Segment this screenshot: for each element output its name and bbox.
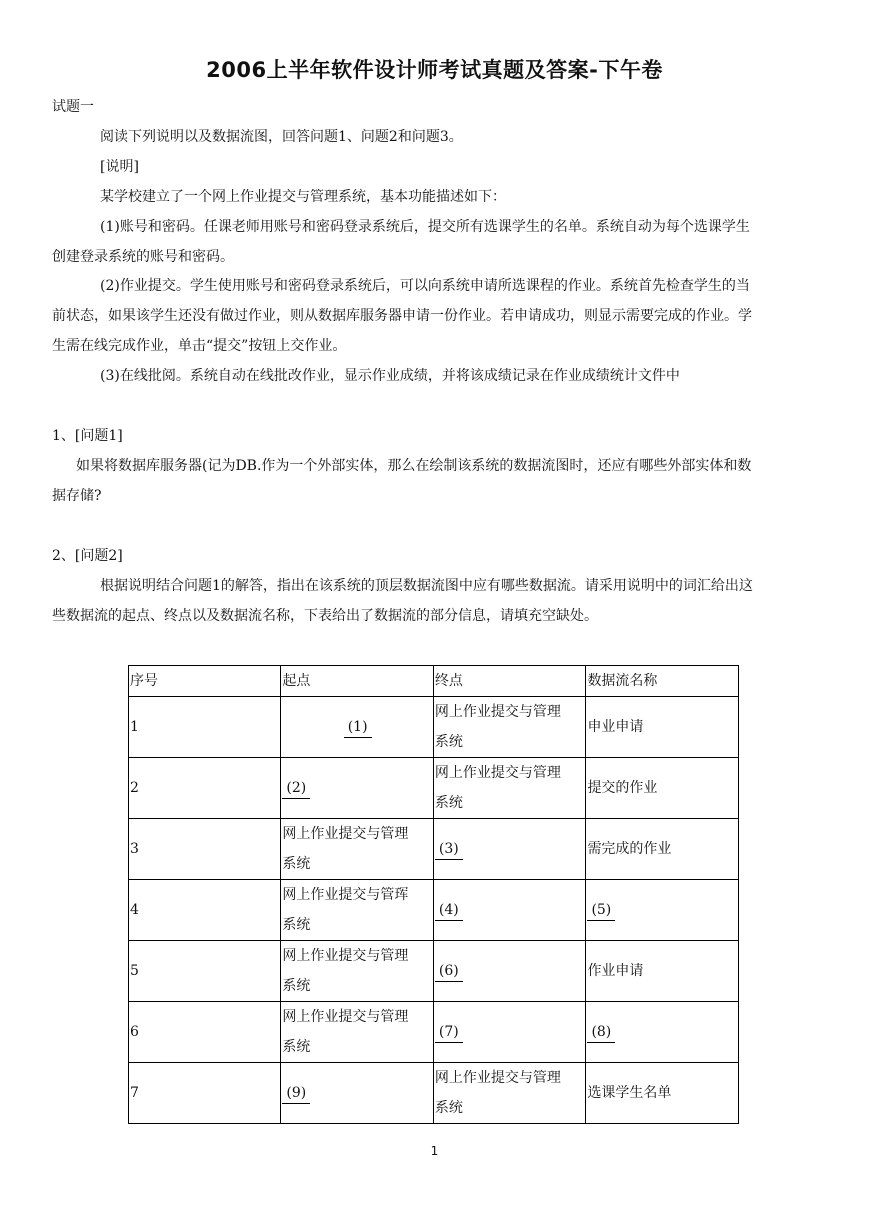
- cell-start-line2: 系统: [282, 1039, 311, 1055]
- blank-6: (6): [435, 961, 463, 982]
- page-number: 1: [430, 1144, 439, 1158]
- question1-line2: 据存储?: [52, 488, 102, 504]
- blank-3: (3): [435, 839, 463, 860]
- cell-no: 2: [129, 758, 281, 819]
- table-row: [129, 941, 739, 1002]
- cell-start-line1: 网上作业提交与管珲: [282, 887, 409, 903]
- cell-end-line2: 系统: [434, 734, 463, 750]
- cell-end-line2: 系统: [434, 795, 463, 811]
- table-row: [129, 819, 739, 880]
- cell-no: 4: [129, 880, 281, 941]
- cell-flow-name: [586, 1002, 739, 1063]
- question2-label: 2、[问题2]: [52, 548, 123, 564]
- blank-4: (4): [435, 900, 463, 921]
- intro-text: 阅读下列说明以及数据流图，回答问题1、问题2和问题3。: [100, 129, 463, 145]
- cell-start-line2: 系统: [282, 856, 311, 872]
- cell-flow-name: 提交的作业: [586, 758, 739, 819]
- table-header-row: [129, 666, 739, 697]
- shuoming-label: [说明]: [100, 159, 139, 175]
- cell-end: [433, 819, 586, 880]
- table-row: [129, 1063, 739, 1124]
- item2-line3: 生需在线完成作业，单击“提交”按钮上交作业。: [52, 338, 347, 354]
- blank-8: (8): [587, 1022, 615, 1043]
- cell-flow-name: [586, 880, 739, 941]
- cell-no: 6: [129, 1002, 281, 1063]
- cell-start: [281, 1063, 434, 1124]
- cell-end: [433, 758, 586, 819]
- header-start: 起点: [281, 666, 434, 697]
- cell-flow-name: 作业申请: [586, 941, 739, 1002]
- blank-5: (5): [587, 900, 615, 921]
- item2-line1: (2)作业提交。学生使用账号和密码登录系统后，可以向系统申请所选课程的作业。系统首先检查学生的当: [100, 278, 750, 294]
- cell-flow-name: 选课学生名单: [586, 1063, 739, 1124]
- description-text: 某学校建立了一个网上作业提交与管理系统，基本功能描述如下：: [100, 189, 506, 205]
- document-title: 2006上半年软件设计师考试真题及答案-下午卷: [206, 58, 663, 82]
- cell-flow-name: 申业申请: [586, 697, 739, 758]
- question2-line1: 根据说明结合问题1的解答，指出在该系统的顶层数据流图中应有哪些数据流。请采用说明中的词汇给出这: [100, 578, 753, 594]
- cell-end-line1: 网上作业提交与管理: [434, 1070, 561, 1086]
- cell-no: 5: [129, 941, 281, 1002]
- blank-7: (7): [435, 1022, 463, 1043]
- cell-start: [281, 941, 434, 1002]
- cell-end: [433, 1063, 586, 1124]
- item1-line1: (1)账号和密码。任课老师用账号和密码登录系统后，提交所有选课学生的名单。系统自动为每个选课学生: [100, 219, 750, 235]
- blank-2: (2): [282, 778, 310, 799]
- question2-line2: 些数据流的起点、终点以及数据流名称，下表给出了数据流的部分信息，请填充空缺处。: [52, 608, 598, 624]
- cell-no: 3: [129, 819, 281, 880]
- header-end: 终点: [433, 666, 586, 697]
- item2-line2: 前状态，如果该学生还没有做过作业，则从数据库服务器申请一份作业。若申请成功，则显示需要完成的作业。学: [52, 308, 752, 324]
- cell-start-line1: 网上作业提交与管理: [282, 948, 409, 964]
- cell-start: [281, 819, 434, 880]
- cell-flow-name: 需完成的作业: [586, 819, 739, 880]
- cell-end: [433, 880, 586, 941]
- cell-end: [433, 1002, 586, 1063]
- header-flow-name: 数据流名称: [586, 666, 739, 697]
- table-row: [129, 758, 739, 819]
- section-label: 试题一: [52, 99, 94, 115]
- cell-start-line1: 网上作业提交与管理: [282, 826, 409, 842]
- cell-start: [281, 758, 434, 819]
- cell-no: 7: [129, 1063, 281, 1124]
- table-row: [129, 880, 739, 941]
- cell-end-line1: 网上作业提交与管理: [434, 765, 561, 781]
- cell-end: [433, 697, 586, 758]
- cell-end-line2: 系统: [434, 1100, 463, 1116]
- item1-line2: 创建登录系统的账号和密码。: [52, 249, 234, 265]
- cell-end-line1: 网上作业提交与管理: [434, 704, 561, 720]
- table-row: [129, 697, 739, 758]
- table-row: [129, 1002, 739, 1063]
- header-no: 序号: [129, 666, 281, 697]
- dataflow-table: [128, 665, 739, 1124]
- cell-start-line2: 系统: [282, 917, 311, 933]
- blank-1: (1): [344, 717, 372, 738]
- item3-line: (3)在线批阅。系统自动在线批改作业，显示作业成绩，并将该成绩记录在作业成绩统计文件中: [100, 368, 680, 384]
- cell-end: [433, 941, 586, 1002]
- cell-no: 1: [129, 697, 281, 758]
- cell-start-line1: 网上作业提交与管理: [282, 1009, 409, 1025]
- cell-start: [281, 1002, 434, 1063]
- cell-start: [281, 880, 434, 941]
- question1-label: 1、[问题1]: [52, 428, 123, 444]
- cell-start-line2: 系统: [282, 978, 311, 994]
- blank-9: (9): [282, 1083, 310, 1104]
- cell-start: [281, 697, 434, 758]
- question1-line1: 如果将数据库服务器(记为DB.作为一个外部实体，那么在绘制该系统的数据流图时，还应有哪些外部实体和数: [76, 458, 752, 474]
